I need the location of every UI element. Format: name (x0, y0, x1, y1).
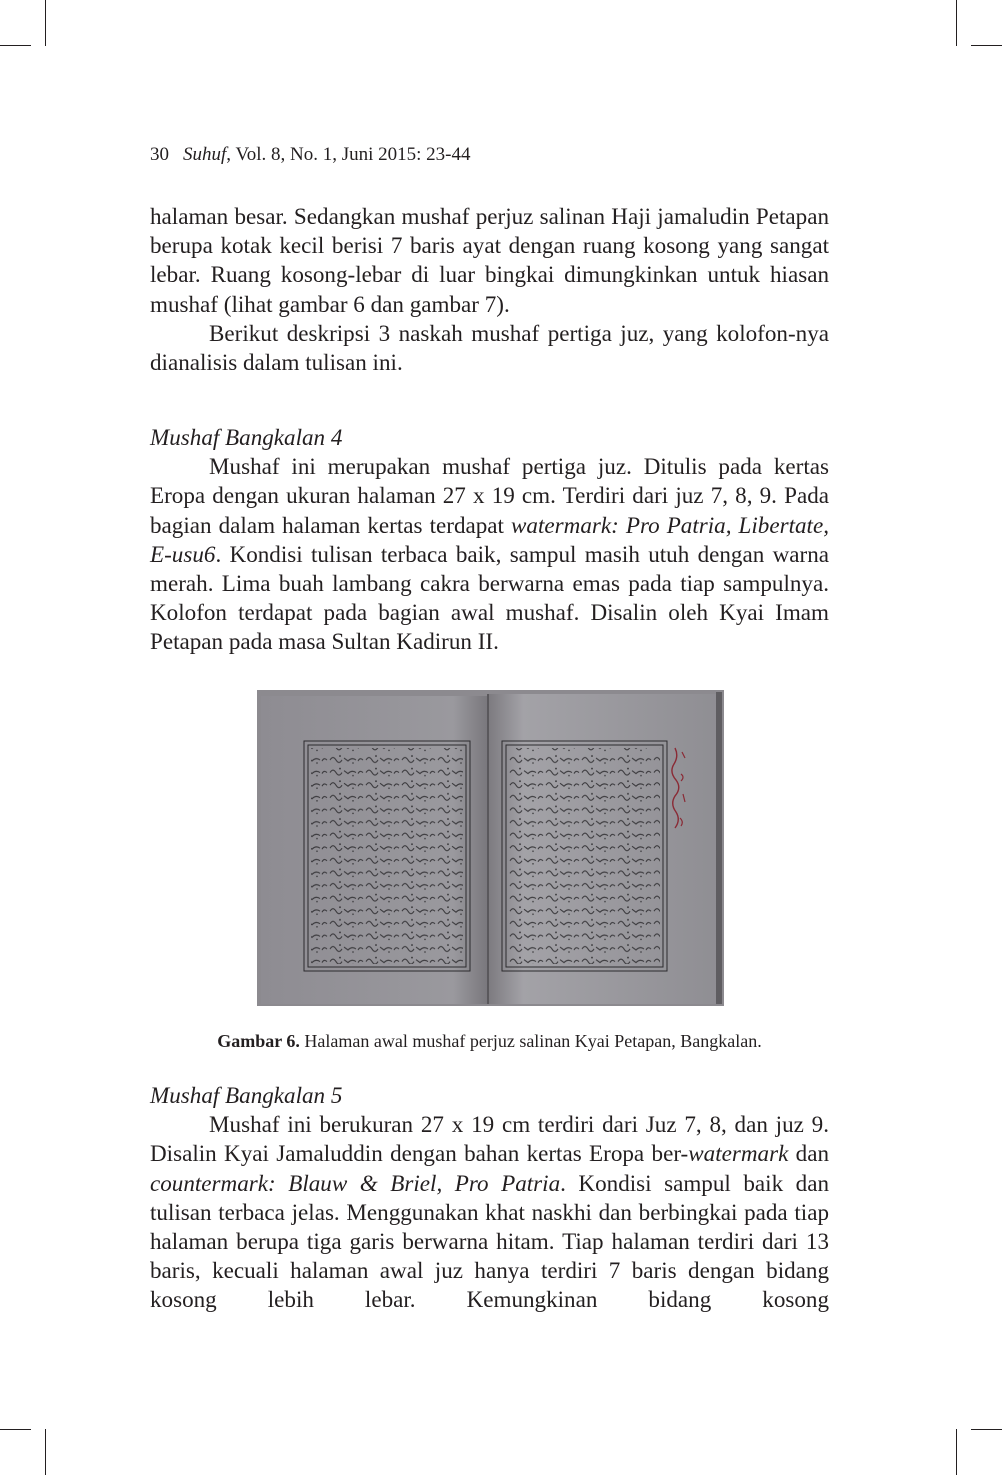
italic-run: watermark (688, 1140, 789, 1167)
section-bangkalan-4 (150, 423, 829, 657)
crop-mark (45, 1429, 46, 1475)
text-run: . Kondisi sampul baik dan tulisan terbaca jelas. Menggunakan khat naskhi dan berbingkai pada tiap halaman berupa tiga garis berwarna hitam. Tiap halaman terdiri dari 13 baris, kecuali halaman awal juz hanya terdiri 7 baris dengan bidang kosong lebih lebar. Kemungkinan bidang kosong (150, 1169, 829, 1313)
crop-mark (971, 45, 1002, 46)
caption-text: Halaman awal mushaf perjuz salinan Kyai Petapan, Bangkalan. (299, 1031, 762, 1051)
section-bangkalan-5 (150, 1081, 829, 1315)
intro-text (150, 202, 829, 377)
text-run: Mushaf ini merupakan mushaf pertiga juz. Ditulis pada kertas Eropa dengan ukuran halaman 27 x 19 cm. Terdiri dari juz 7, 8, 9. Pada bagian dalam halaman kertas terdapat (150, 453, 829, 538)
page-number: 30 (150, 144, 169, 165)
paragraph: Berikut deskripsi 3 naskah mushaf pertiga juz, yang kolofon-nya dianalisis dalam tulisan ini. (150, 319, 829, 376)
crop-mark (956, 1429, 957, 1475)
citation: , Vol. 8, No. 1, Juni 2015: 23-44 (226, 144, 471, 165)
crop-mark (45, 0, 46, 46)
figure-caption (150, 1029, 829, 1053)
manuscript-photo (257, 690, 724, 1006)
paragraph (150, 1110, 829, 1314)
journal-name: Suhuf (183, 144, 227, 165)
paragraph: halaman besar. Sedangkan mushaf perjuz salinan Haji jamaludin Petapan berupa kotak kecil berisi 7 baris ayat dengan ruang kosong yang sangat lebar. Ruang kosong-lebar di luar bingkai dimungkinkan untuk hiasan mushaf (lihat gambar 6 dan gambar 7). (150, 203, 829, 317)
section-heading: Mushaf Bangkalan 5 (150, 1082, 343, 1108)
italic-run: countermark: Blauw & Briel, Pro Patria (150, 1169, 561, 1196)
text-run: dan (788, 1140, 830, 1167)
crop-mark (0, 45, 31, 46)
crop-mark (971, 1429, 1002, 1430)
text-run: Mushaf ini berukuran 27 x 19 cm terdiri dari Juz 7, 8, dan juz 9. Disalin Kyai Jamaluddin dengan bahan kertas Eropa ber- (150, 1111, 829, 1167)
running-head (150, 143, 471, 167)
crop-mark (956, 0, 957, 46)
paragraph (150, 452, 829, 656)
crop-mark (0, 1429, 31, 1430)
text-run: . Kondisi tulisan terbaca baik, sampul masih utuh dengan warna merah. Lima buah lambang cakra berwarna emas pada tiap sampulnya. Kolofon terdapat pada bagian awal mushaf. Disalin oleh Kyai Imam Petapan pada masa Sultan Kadirun II. (150, 540, 829, 655)
section-heading: Mushaf Bangkalan 4 (150, 424, 343, 450)
italic-run: watermark: Pro Patria, Libertate, E-usu6 (150, 511, 829, 567)
caption-label: Gambar 6. (217, 1031, 300, 1051)
